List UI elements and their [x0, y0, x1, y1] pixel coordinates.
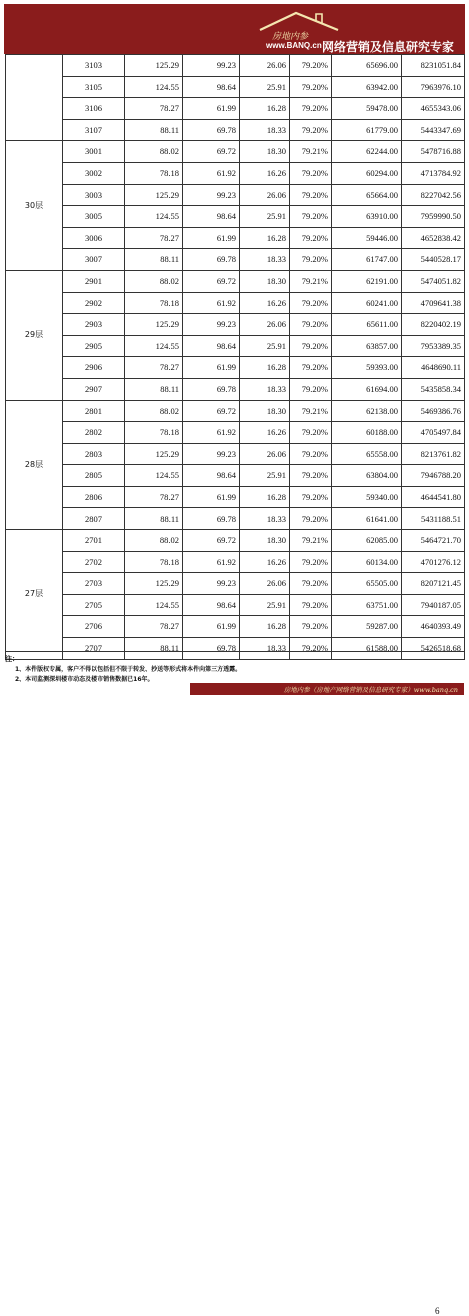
total-price-cell: 4652838.42 [402, 227, 465, 249]
unit-price-cell: 59446.00 [332, 227, 402, 249]
room-number-cell: 3003 [63, 184, 125, 206]
room-number-cell: 2902 [63, 292, 125, 314]
unit-price-cell: 63804.00 [332, 465, 402, 487]
total-price-cell: 5469386.76 [402, 400, 465, 422]
table-row [6, 465, 465, 487]
room-number-cell: 3106 [63, 98, 125, 120]
room-number-cell: 2706 [63, 616, 125, 638]
shared-area-cell: 16.28 [240, 486, 290, 508]
inner-area-cell: 61.99 [183, 486, 240, 508]
building-area-cell: 78.18 [125, 292, 183, 314]
room-number-cell: 3007 [63, 249, 125, 271]
total-price-cell: 7959990.50 [402, 206, 465, 228]
total-price-cell: 4648690.11 [402, 357, 465, 379]
shared-area-cell: 16.26 [240, 162, 290, 184]
shared-area-cell: 25.91 [240, 335, 290, 357]
building-area-cell: 88.11 [125, 119, 183, 141]
table-row [6, 616, 465, 638]
total-price-cell: 5443347.69 [402, 119, 465, 141]
efficiency-rate-cell: 79.21% [290, 400, 332, 422]
inner-area-cell: 69.78 [183, 249, 240, 271]
table-row [6, 551, 465, 573]
unit-price-cell: 63942.00 [332, 76, 402, 98]
total-price-cell: 7940187.05 [402, 594, 465, 616]
inner-area-cell: 69.72 [183, 400, 240, 422]
efficiency-rate-cell: 79.20% [290, 227, 332, 249]
room-number-cell: 2705 [63, 594, 125, 616]
building-area-cell: 125.29 [125, 443, 183, 465]
building-area-cell: 88.02 [125, 141, 183, 163]
unit-price-cell: 60134.00 [332, 551, 402, 573]
inner-area-cell: 98.64 [183, 206, 240, 228]
table-row [6, 530, 465, 552]
building-area-cell: 124.55 [125, 206, 183, 228]
room-number-cell: 3006 [63, 227, 125, 249]
efficiency-rate-cell: 79.20% [290, 616, 332, 638]
building-area-cell: 88.02 [125, 400, 183, 422]
inner-area-cell: 61.99 [183, 98, 240, 120]
unit-price-cell: 60294.00 [332, 162, 402, 184]
efficiency-rate-cell: 79.20% [290, 551, 332, 573]
inner-area-cell: 98.64 [183, 335, 240, 357]
total-price-cell: 8220402.19 [402, 314, 465, 336]
total-price-cell: 4655343.06 [402, 98, 465, 120]
shared-area-cell: 16.28 [240, 616, 290, 638]
room-number-cell: 2702 [63, 551, 125, 573]
efficiency-rate-cell: 79.20% [290, 119, 332, 141]
unit-price-cell: 63857.00 [332, 335, 402, 357]
room-number-cell: 3105 [63, 76, 125, 98]
table-row [6, 249, 465, 271]
total-price-cell: 5440528.17 [402, 249, 465, 271]
inner-area-cell: 99.23 [183, 573, 240, 595]
unit-price-cell: 65664.00 [332, 184, 402, 206]
shared-area-cell: 26.06 [240, 314, 290, 336]
building-area-cell: 88.11 [125, 638, 183, 660]
shared-area-cell: 18.30 [240, 400, 290, 422]
total-price-cell: 8207121.45 [402, 573, 465, 595]
unit-price-cell: 61747.00 [332, 249, 402, 271]
efficiency-rate-cell: 79.20% [290, 357, 332, 379]
inner-area-cell: 69.78 [183, 508, 240, 530]
total-price-cell: 7946788.20 [402, 465, 465, 487]
shared-area-cell: 18.33 [240, 119, 290, 141]
unit-price-cell: 62191.00 [332, 270, 402, 292]
unit-price-cell: 61641.00 [332, 508, 402, 530]
building-area-cell: 78.18 [125, 162, 183, 184]
total-price-cell: 4709641.38 [402, 292, 465, 314]
inner-area-cell: 98.64 [183, 76, 240, 98]
room-number-cell: 2703 [63, 573, 125, 595]
building-area-cell: 78.27 [125, 98, 183, 120]
inner-area-cell: 69.72 [183, 530, 240, 552]
header-banner [4, 4, 465, 54]
total-price-cell: 8231051.84 [402, 55, 465, 77]
shared-area-cell: 26.06 [240, 55, 290, 77]
unit-price-cell: 59478.00 [332, 98, 402, 120]
building-area-cell: 88.02 [125, 530, 183, 552]
building-area-cell: 124.55 [125, 335, 183, 357]
table-row [6, 594, 465, 616]
efficiency-rate-cell: 79.20% [290, 443, 332, 465]
brand-name: 房地内参 [272, 31, 309, 41]
shared-area-cell: 16.26 [240, 292, 290, 314]
building-area-cell: 88.02 [125, 270, 183, 292]
unit-price-cell: 65696.00 [332, 55, 402, 77]
floor-label [6, 55, 63, 141]
shared-area-cell: 18.30 [240, 141, 290, 163]
efficiency-rate-cell: 79.20% [290, 638, 332, 660]
efficiency-rate-cell: 79.20% [290, 465, 332, 487]
total-price-cell: 8213761.82 [402, 443, 465, 465]
unit-price-cell: 65611.00 [332, 314, 402, 336]
unit-price-cell: 60241.00 [332, 292, 402, 314]
table-row [6, 443, 465, 465]
inner-area-cell: 61.99 [183, 616, 240, 638]
floor-label: 27层 [6, 530, 63, 660]
inner-area-cell: 99.23 [183, 314, 240, 336]
table-row [6, 508, 465, 530]
room-number-cell: 3103 [63, 55, 125, 77]
shared-area-cell: 26.06 [240, 573, 290, 595]
shared-area-cell: 25.91 [240, 206, 290, 228]
shared-area-cell: 25.91 [240, 465, 290, 487]
room-number-cell: 2907 [63, 378, 125, 400]
inner-area-cell: 69.78 [183, 378, 240, 400]
total-price-cell: 4640393.49 [402, 616, 465, 638]
table-row [6, 486, 465, 508]
table-row [6, 162, 465, 184]
building-area-cell: 88.11 [125, 508, 183, 530]
inner-area-cell: 61.92 [183, 551, 240, 573]
efficiency-rate-cell: 79.20% [290, 573, 332, 595]
floor-label: 29层 [6, 270, 63, 400]
inner-area-cell: 61.92 [183, 292, 240, 314]
total-price-cell: 8227042.56 [402, 184, 465, 206]
building-area-cell: 124.55 [125, 465, 183, 487]
room-number-cell: 2801 [63, 400, 125, 422]
table-row [6, 422, 465, 444]
efficiency-rate-cell: 79.21% [290, 141, 332, 163]
total-price-cell: 7963976.10 [402, 76, 465, 98]
shared-area-cell: 26.06 [240, 184, 290, 206]
inner-area-cell: 99.23 [183, 55, 240, 77]
table-row [6, 573, 465, 595]
table-row [6, 206, 465, 228]
unit-price-cell: 62244.00 [332, 141, 402, 163]
shared-area-cell: 16.28 [240, 357, 290, 379]
total-price-cell: 5431188.51 [402, 508, 465, 530]
total-price-cell: 5478716.88 [402, 141, 465, 163]
efficiency-rate-cell: 79.20% [290, 314, 332, 336]
building-area-cell: 125.29 [125, 55, 183, 77]
price-table-wrapper [5, 54, 464, 660]
table-row [6, 184, 465, 206]
efficiency-rate-cell: 79.21% [290, 530, 332, 552]
efficiency-rate-cell: 79.20% [290, 486, 332, 508]
unit-price-cell: 59287.00 [332, 616, 402, 638]
inner-area-cell: 61.99 [183, 227, 240, 249]
price-table-body [6, 55, 465, 660]
total-price-cell: 4644541.80 [402, 486, 465, 508]
notes-title: 注： [5, 655, 19, 663]
note-line-2: 2、本司监测深圳楼市动态及楼市销售数据已16年。 [15, 676, 154, 683]
building-area-cell: 88.11 [125, 378, 183, 400]
building-area-cell: 125.29 [125, 184, 183, 206]
unit-price-cell: 59340.00 [332, 486, 402, 508]
inner-area-cell: 61.99 [183, 357, 240, 379]
room-number-cell: 2805 [63, 465, 125, 487]
unit-price-cell: 63751.00 [332, 594, 402, 616]
table-row [6, 55, 465, 77]
room-number-cell: 2905 [63, 335, 125, 357]
unit-price-cell: 61779.00 [332, 119, 402, 141]
building-area-cell: 124.55 [125, 594, 183, 616]
building-area-cell: 78.27 [125, 616, 183, 638]
shared-area-cell: 16.28 [240, 98, 290, 120]
shared-area-cell: 26.06 [240, 443, 290, 465]
inner-area-cell: 69.78 [183, 119, 240, 141]
room-number-cell: 2802 [63, 422, 125, 444]
room-number-cell: 3005 [63, 206, 125, 228]
table-row [6, 357, 465, 379]
efficiency-rate-cell: 79.20% [290, 98, 332, 120]
unit-price-cell: 61588.00 [332, 638, 402, 660]
table-row [6, 141, 465, 163]
footer-bar [190, 683, 464, 695]
total-price-cell: 4701276.12 [402, 551, 465, 573]
building-area-cell: 78.27 [125, 227, 183, 249]
efficiency-rate-cell: 79.20% [290, 508, 332, 530]
efficiency-rate-cell: 79.20% [290, 162, 332, 184]
total-price-cell: 5435858.34 [402, 378, 465, 400]
building-area-cell: 125.29 [125, 314, 183, 336]
inner-area-cell: 61.92 [183, 422, 240, 444]
unit-price-cell: 62085.00 [332, 530, 402, 552]
room-number-cell: 2901 [63, 270, 125, 292]
table-row [6, 400, 465, 422]
unit-price-cell: 62138.00 [332, 400, 402, 422]
building-area-cell: 78.18 [125, 422, 183, 444]
inner-area-cell: 61.92 [183, 162, 240, 184]
room-number-cell: 3001 [63, 141, 125, 163]
table-row [6, 119, 465, 141]
shared-area-cell: 25.91 [240, 76, 290, 98]
building-area-cell: 124.55 [125, 76, 183, 98]
efficiency-rate-cell: 79.20% [290, 184, 332, 206]
footer-text: 房地内参（房地产网络营销及信息研究专家）www.banq.cn [283, 685, 458, 694]
inner-area-cell: 99.23 [183, 443, 240, 465]
unit-price-cell: 61694.00 [332, 378, 402, 400]
unit-price-cell: 59393.00 [332, 357, 402, 379]
table-row [6, 378, 465, 400]
room-number-cell: 2701 [63, 530, 125, 552]
building-area-cell: 78.18 [125, 551, 183, 573]
unit-price-cell: 65505.00 [332, 573, 402, 595]
building-area-cell: 78.27 [125, 357, 183, 379]
room-number-cell: 3107 [63, 119, 125, 141]
unit-price-cell: 63910.00 [332, 206, 402, 228]
shared-area-cell: 16.26 [240, 422, 290, 444]
room-number-cell: 2806 [63, 486, 125, 508]
shared-area-cell: 16.26 [240, 551, 290, 573]
table-row [6, 335, 465, 357]
note-line-1: 1、本件版权专属，客户不得以包括但不限于转发、抄送等形式将本件向第三方透露。 [15, 666, 242, 673]
table-row [6, 292, 465, 314]
page-number: 6 [435, 1306, 440, 1316]
shared-area-cell: 18.33 [240, 508, 290, 530]
room-number-cell: 2906 [63, 357, 125, 379]
floor-label: 28层 [6, 400, 63, 530]
shared-area-cell: 18.30 [240, 530, 290, 552]
shared-area-cell: 16.28 [240, 227, 290, 249]
total-price-cell: 4713784.92 [402, 162, 465, 184]
unit-price-cell: 65558.00 [332, 443, 402, 465]
inner-area-cell: 69.72 [183, 270, 240, 292]
inner-area-cell: 98.64 [183, 465, 240, 487]
room-number-cell: 2803 [63, 443, 125, 465]
room-number-cell: 2807 [63, 508, 125, 530]
unit-price-cell: 60188.00 [332, 422, 402, 444]
total-price-cell: 5464721.70 [402, 530, 465, 552]
table-row [6, 270, 465, 292]
table-row [6, 314, 465, 336]
total-price-cell: 7953389.35 [402, 335, 465, 357]
price-table [5, 54, 465, 660]
floor-label: 30层 [6, 141, 63, 271]
room-number-cell: 3002 [63, 162, 125, 184]
room-number-cell: 2903 [63, 314, 125, 336]
efficiency-rate-cell: 79.20% [290, 249, 332, 271]
efficiency-rate-cell: 79.21% [290, 270, 332, 292]
efficiency-rate-cell: 79.20% [290, 76, 332, 98]
building-area-cell: 88.11 [125, 249, 183, 271]
efficiency-rate-cell: 79.20% [290, 422, 332, 444]
inner-area-cell: 69.78 [183, 638, 240, 660]
total-price-cell: 5474051.82 [402, 270, 465, 292]
efficiency-rate-cell: 79.20% [290, 335, 332, 357]
shared-area-cell: 25.91 [240, 594, 290, 616]
efficiency-rate-cell: 79.20% [290, 594, 332, 616]
shared-area-cell: 18.33 [240, 249, 290, 271]
table-row [6, 76, 465, 98]
room-number-cell: 2707 [63, 638, 125, 660]
table-row [6, 98, 465, 120]
shared-area-cell: 18.30 [240, 270, 290, 292]
efficiency-rate-cell: 79.20% [290, 55, 332, 77]
building-area-cell: 78.27 [125, 486, 183, 508]
total-price-cell: 5426518.68 [402, 638, 465, 660]
efficiency-rate-cell: 79.20% [290, 292, 332, 314]
inner-area-cell: 99.23 [183, 184, 240, 206]
banner-title: 网络营销及信息研究专家 [322, 40, 455, 54]
inner-area-cell: 69.72 [183, 141, 240, 163]
total-price-cell: 4705497.84 [402, 422, 465, 444]
efficiency-rate-cell: 79.20% [290, 206, 332, 228]
brand-url[interactable]: www.BANQ.cn [266, 41, 322, 50]
building-area-cell: 125.29 [125, 573, 183, 595]
shared-area-cell: 18.33 [240, 638, 290, 660]
table-row [6, 227, 465, 249]
inner-area-cell: 98.64 [183, 594, 240, 616]
shared-area-cell: 18.33 [240, 378, 290, 400]
efficiency-rate-cell: 79.20% [290, 378, 332, 400]
